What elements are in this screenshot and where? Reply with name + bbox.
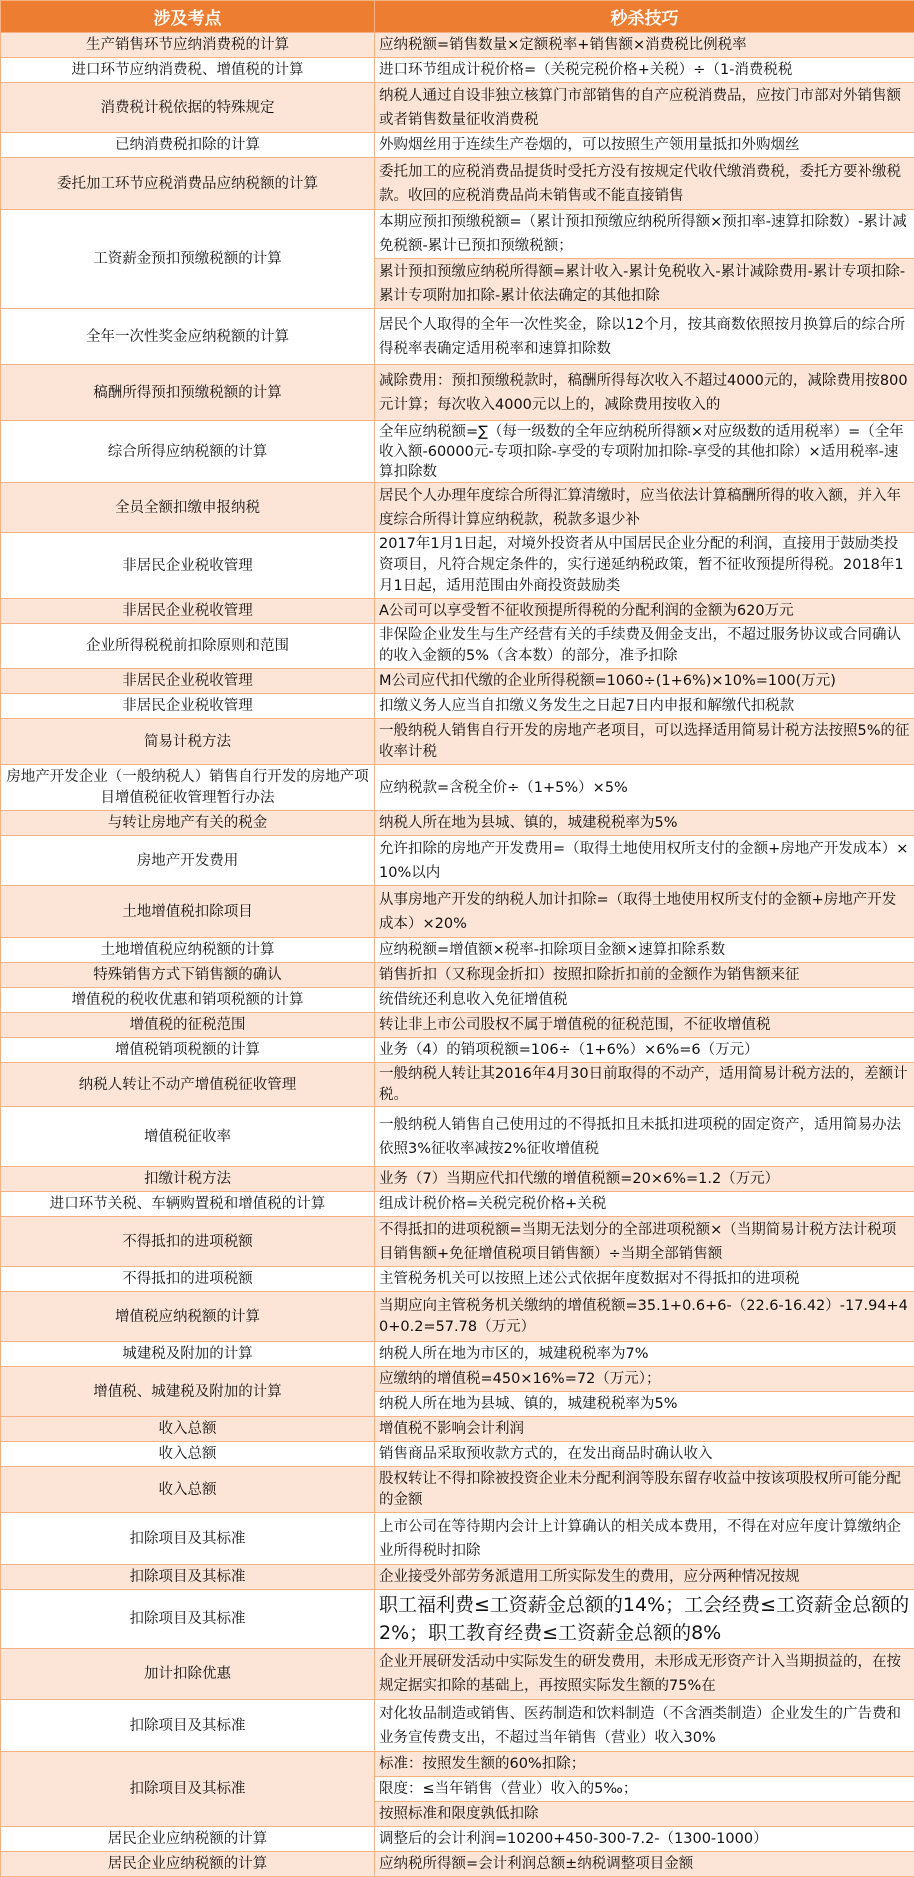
tip-cell: 一般纳税人销售自行开发的房地产老项目，可以选择适用简易计税方法按照5%的征收率计税 — [375, 719, 914, 765]
topic-cell: 增值税征收率 — [1, 1107, 375, 1167]
topic-cell: 土地增值税扣除项目 — [1, 886, 375, 938]
tip-cell: 统借统还利息收入免征增值税 — [375, 988, 914, 1013]
tip-cell: 职工福利费≤工资薪金总额的14%；工会经费≤工资薪金总额的2%；职工教育经费≤工资薪金总额的8% — [375, 1590, 914, 1649]
table-row — [1, 836, 914, 886]
topic-cell: 扣除项目及其标准 — [1, 1513, 375, 1565]
topic-cell: 增值税的税收优惠和销项税额的计算 — [1, 988, 375, 1013]
tip-cell-secondary: 纳税人所在地为县城、镇的，城建税税率为5% — [375, 1392, 914, 1417]
table-row — [1, 309, 914, 365]
topic-cell: 全年一次性奖金应纳税额的计算 — [1, 309, 375, 365]
table-row — [1, 765, 914, 811]
table-row — [1, 1752, 914, 1777]
table-row — [1, 1217, 914, 1267]
topic-cell: 扣除项目及其标准 — [1, 1590, 375, 1649]
tip-cell: 主管税务机关可以按照上述公式依据年度数据对不得抵扣的进项税 — [375, 1267, 914, 1292]
topic-cell: 工资薪金预扣预缴税额的计算 — [1, 210, 375, 309]
tip-cell: 应缴纳的增值税=450×16%=72（万元）； — [375, 1367, 914, 1392]
tip-cell: 不得抵扣的进项税额=当期无法划分的全部进项税额×（当期简易计税方法计税项目销售额+免征增值税项目销售额）÷当期全部销售额 — [375, 1217, 914, 1267]
topic-cell: 非居民企业税收管理 — [1, 669, 375, 694]
topic-cell: 不得抵扣的进项税额 — [1, 1267, 375, 1292]
tip-cell: 组成计税价格=关税完税价格+关税 — [375, 1192, 914, 1217]
table-row — [1, 1417, 914, 1442]
tip-cell: 委托加工的应税消费品提货时受托方没有按规定代收代缴消费税，委托方要补缴税款。收回的应税消费品尚未销售或不能直接销售 — [375, 158, 914, 210]
topic-cell: 生产销售环节应纳消费税的计算 — [1, 33, 375, 58]
tip-cell: 对化妆品制造或销售、医药制造和饮料制造（不含酒类制造）企业发生的广告费和业务宣传费支出，不超过当年销售（营业）收入30% — [375, 1700, 914, 1752]
topic-cell: 增值税的征税范围 — [1, 1013, 375, 1038]
tip-cell: 调整后的会计利润=10200+450-300-7.2-（1300-1000） — [375, 1827, 914, 1852]
topic-cell: 房地产开发企业（一般纳税人）销售自行开发的房地产项目增值税征收管理暂行办法 — [1, 765, 375, 811]
table-row — [1, 599, 914, 624]
tip-cell: 企业接受外部劳务派遣用工所实际发生的费用，应分两种情况按规 — [375, 1565, 914, 1590]
tip-cell: 纳税人所在地为市区的，城建税税率为7% — [375, 1342, 914, 1367]
topic-cell: 非居民企业税收管理 — [1, 533, 375, 599]
tip-cell: 增值税不影响会计利润 — [375, 1417, 914, 1442]
column-header-topic: 涉及考点 — [1, 1, 375, 33]
column-header-tip: 秒杀技巧 — [375, 1, 914, 33]
table-row — [1, 1442, 914, 1467]
table-row — [1, 210, 914, 259]
table-row — [1, 1827, 914, 1852]
table-row — [1, 1367, 914, 1392]
topic-cell: 委托加工环节应税消费品应纳税额的计算 — [1, 158, 375, 210]
tip-cell-secondary: 限度：≤当年销售（营业）收入的5‰； — [375, 1777, 914, 1802]
tip-cell: 纳税人通过自设非独立核算门市部销售的自产应税消费品，应按门市部对外销售额或者销售数量征收消费税 — [375, 83, 914, 133]
tip-cell: 销售商品采取预收款方式的，在发出商品时确认收入 — [375, 1442, 914, 1467]
topic-cell: 扣除项目及其标准 — [1, 1565, 375, 1590]
topic-cell: 非居民企业税收管理 — [1, 599, 375, 624]
table-row — [1, 938, 914, 963]
table-row — [1, 694, 914, 719]
table-row — [1, 365, 914, 421]
topic-cell: 稿酬所得预扣预缴税额的计算 — [1, 365, 375, 421]
tip-cell: 业务（7）当期应代扣代缴的增值税额=20×6%=1.2（万元） — [375, 1167, 914, 1192]
tip-cell: 企业开展研发活动中实际发生的研发费用，未形成无形资产计入当期损益的，在按规定据实扣除的基础上，再按照实际发生额的75%在 — [375, 1649, 914, 1700]
tip-cell: 上市公司在等待期内会计上计算确认的相关成本费用，不得在对应年度计算缴纳企业所得税时扣除 — [375, 1513, 914, 1565]
topic-cell: 已纳消费税扣除的计算 — [1, 133, 375, 158]
tip-cell: 一般纳税人转让其2016年4月30日前取得的不动产，适用简易计税方法的，差额计税。 — [375, 1063, 914, 1107]
table-row — [1, 1267, 914, 1292]
table-row — [1, 133, 914, 158]
topic-cell: 纳税人转让不动产增值税征收管理 — [1, 1063, 375, 1107]
table-row — [1, 533, 914, 599]
tip-cell: 从事房地产开发的纳税人加计扣除=（取得土地使用权所支付的金额+房地产开发成本）×20% — [375, 886, 914, 938]
topic-cell: 综合所得应纳税额的计算 — [1, 421, 375, 483]
topic-cell: 居民企业应纳税额的计算 — [1, 1852, 375, 1877]
topic-cell: 城建税及附加的计算 — [1, 1342, 375, 1367]
tip-cell: 居民个人办理年度综合所得汇算清缴时，应当依法计算稿酬所得的收入额，并入年度综合所得计算应纳税款，税款多退少补 — [375, 483, 914, 533]
table-row — [1, 1292, 914, 1342]
tip-cell: 一般纳税人销售自己使用过的不得抵扣且未抵扣进项税的固定资产，适用简易办法依照3%征收率减按2%征收增值税 — [375, 1107, 914, 1167]
tip-cell: 居民个人取得的全年一次性奖金，除以12个月，按其商数依照按月换算后的综合所得税率表确定适用税率和速算扣除数 — [375, 309, 914, 365]
table-row — [1, 1063, 914, 1107]
topic-cell: 房地产开发费用 — [1, 836, 375, 886]
tip-cell: 股权转让不得扣除被投资企业未分配利润等股东留存收益中按该项股权所可能分配的金额 — [375, 1467, 914, 1513]
tip-cell: 标准：按照发生额的60%扣除； — [375, 1752, 914, 1777]
tip-cell: 应纳税额=销售数量×定额税率+销售额×消费税比例税率 — [375, 33, 914, 58]
table-row — [1, 1038, 914, 1063]
tip-cell: 减除费用：预扣预缴税款时，稿酬所得每次收入不超过4000元的，减除费用按800元计算；每次收入4000元以上的，减除费用按收入的 — [375, 365, 914, 421]
table-header-row — [1, 1, 914, 33]
table-row — [1, 58, 914, 83]
tip-cell: 进口环节组成计税价格=（关税完税价格+关税）÷（1-消费税税 — [375, 58, 914, 83]
tip-cell-tertiary: 按照标准和限度孰低扣除 — [375, 1802, 914, 1827]
tip-cell: 扣缴义务人应当自扣缴义务发生之日起7日内申报和解缴代扣税款 — [375, 694, 914, 719]
table-row — [1, 483, 914, 533]
topic-cell: 居民企业应纳税额的计算 — [1, 1827, 375, 1852]
tip-cell: 业务（4）的销项税额=106÷（1+6%）×6%=6（万元） — [375, 1038, 914, 1063]
topic-cell: 不得抵扣的进项税额 — [1, 1217, 375, 1267]
tip-cell: 应纳税额=增值额×税率-扣除项目金额×速算扣除系数 — [375, 938, 914, 963]
table-row — [1, 669, 914, 694]
table-row — [1, 719, 914, 765]
table-row — [1, 963, 914, 988]
table-row — [1, 988, 914, 1013]
topic-cell: 特殊销售方式下销售额的确认 — [1, 963, 375, 988]
tip-cell: 本期应预扣预缴税额=（累计预扣预缴应纳税所得额×预扣率-速算扣除数）-累计减免税额-累计已预扣预缴税额； — [375, 210, 914, 259]
table-row — [1, 1107, 914, 1167]
topic-cell: 加计扣除优惠 — [1, 1649, 375, 1700]
table-row — [1, 811, 914, 836]
tip-cell: 2017年1月1日起，对境外投资者从中国居民企业分配的利润，直接用于鼓励类投资项目，凡符合规定条件的，实行递延纳税政策，暂不征收预提所得税。2018年1月1日起，适用范围由外商投资鼓励类 — [375, 533, 914, 599]
tip-cell: 全年应纳税额=∑（每一级数的全年应纳税所得额×对应级数的适用税率）=（全年收入额-60000元-专项扣除-享受的专项附加扣除-享受的其他扣除）×适用税率-速算扣除数 — [375, 421, 914, 483]
table-row — [1, 1467, 914, 1513]
topic-cell: 企业所得税税前扣除原则和范围 — [1, 624, 375, 669]
table-row — [1, 1342, 914, 1367]
topic-cell: 与转让房地产有关的税金 — [1, 811, 375, 836]
tip-cell: A公司可以享受暂不征收预提所得税的分配利润的金额为620万元 — [375, 599, 914, 624]
topic-cell: 全员全额扣缴申报纳税 — [1, 483, 375, 533]
tip-cell: 非保险企业发生与生产经营有关的手续费及佣金支出，不超过服务协议或合同确认的收入金额的5%（含本数）的部分，准予扣除 — [375, 624, 914, 669]
tip-cell: 纳税人所在地为县城、镇的，城建税税率为5% — [375, 811, 914, 836]
topic-cell: 扣除项目及其标准 — [1, 1752, 375, 1827]
tip-cell: 应纳税所得额=会计利润总额±纳税调整项目金额 — [375, 1852, 914, 1877]
table-row — [1, 83, 914, 133]
topic-cell: 扣除项目及其标准 — [1, 1700, 375, 1752]
table-row — [1, 1192, 914, 1217]
table-row — [1, 1013, 914, 1038]
table-row — [1, 624, 914, 669]
table-row — [1, 33, 914, 58]
table-row — [1, 886, 914, 938]
tip-cell-secondary: 累计预扣预缴应纳税所得额=累计收入-累计免税收入-累计减除费用-累计专项扣除-累计专项附加扣除-累计依法确定的其他扣除 — [375, 259, 914, 309]
topic-cell: 收入总额 — [1, 1442, 375, 1467]
topic-cell: 扣缴计税方法 — [1, 1167, 375, 1192]
table-row — [1, 1513, 914, 1565]
topic-cell: 收入总额 — [1, 1467, 375, 1513]
table-row — [1, 158, 914, 210]
table-row — [1, 1590, 914, 1649]
table-row — [1, 1649, 914, 1700]
topic-cell: 进口环节关税、车辆购置税和增值税的计算 — [1, 1192, 375, 1217]
tip-cell: M公司应代扣代缴的企业所得税额=1060÷(1+6%)×10%=100(万元) — [375, 669, 914, 694]
topic-cell: 土地增值税应纳税额的计算 — [1, 938, 375, 963]
table-row — [1, 1167, 914, 1192]
tip-cell: 应纳税款=含税全价÷（1+5%）×5% — [375, 765, 914, 811]
table-row — [1, 1852, 914, 1877]
tip-cell: 允许扣除的房地产开发费用=（取得土地使用权所支付的金额+房地产开发成本）×10%以内 — [375, 836, 914, 886]
tip-cell: 当期应向主管税务机关缴纳的增值税额=35.1+0.6+6-（22.6-16.42）-17.94+40+0.2=57.78（万元） — [375, 1292, 914, 1342]
table-row — [1, 421, 914, 483]
topic-cell: 增值税销项税额的计算 — [1, 1038, 375, 1063]
tip-cell: 转让非上市公司股权不属于增值税的征税范围，不征收增值税 — [375, 1013, 914, 1038]
tip-cell: 外购烟丝用于连续生产卷烟的，可以按照生产领用量抵扣外购烟丝 — [375, 133, 914, 158]
topic-cell: 非居民企业税收管理 — [1, 694, 375, 719]
topic-cell: 增值税应纳税额的计算 — [1, 1292, 375, 1342]
topic-cell: 简易计税方法 — [1, 719, 375, 765]
table-row — [1, 1565, 914, 1590]
topic-cell: 收入总额 — [1, 1417, 375, 1442]
tip-cell: 销售折扣（又称现金折扣）按照扣除折扣前的金额作为销售额来征 — [375, 963, 914, 988]
topic-cell: 增值税、城建税及附加的计算 — [1, 1367, 375, 1417]
topic-cell: 进口环节应纳消费税、增值税的计算 — [1, 58, 375, 83]
table-row — [1, 1700, 914, 1752]
topic-cell: 消费税计税依据的特殊规定 — [1, 83, 375, 133]
